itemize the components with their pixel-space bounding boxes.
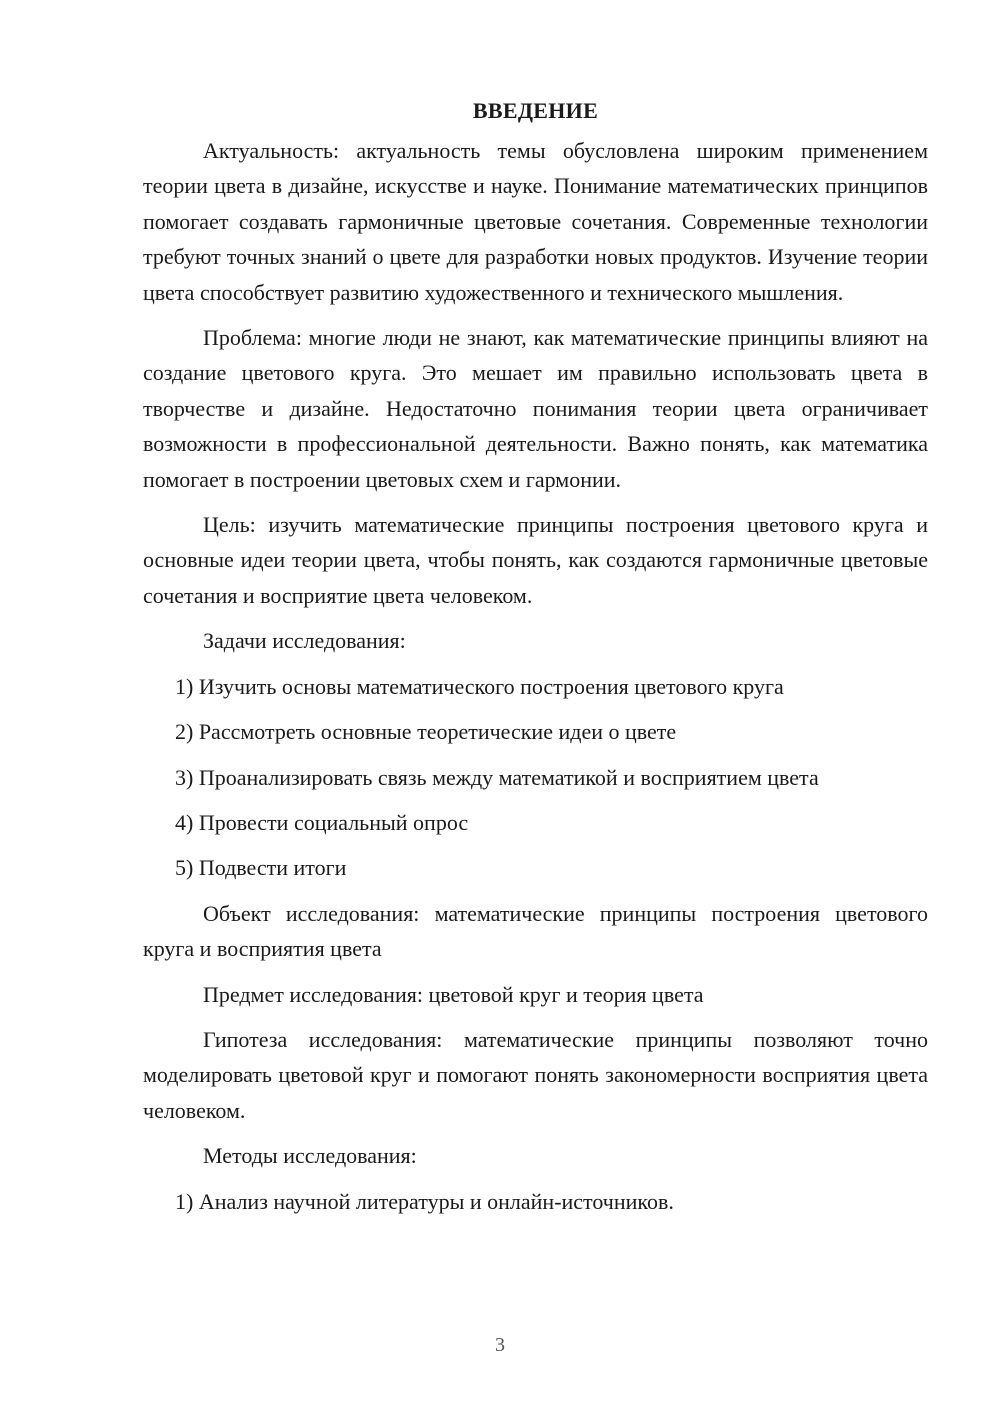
object-paragraph: Объект исследования: математические принципы построения цветового круга и восприятия цвета bbox=[143, 900, 928, 962]
tasks-heading: Задачи исследования: bbox=[203, 628, 406, 654]
page-number: 3 bbox=[495, 1334, 505, 1356]
method-item: 1) Анализ научной литературы и онлайн-источников. bbox=[175, 1188, 674, 1214]
goal-paragraph: Цель: изучить математические принципы построения цветового круга и основные идеи теории цвета, чтобы понять, как создаются гармоничные цветовые сочетания и восприятие цвета человеком. bbox=[143, 512, 928, 608]
problem-paragraph: Проблема: многие люди не знают, как математические принципы влияют на создание цветового круга. Это мешает им правильно использовать цвета в творчестве и дизайне. Недостаточно понимания теории цвета ограничивает возможности в профессиональной деятельности. Важно понять, как математика помогает в построении цветовых схем и гармонии. bbox=[143, 325, 928, 492]
tasks-list bbox=[143, 669, 928, 886]
hypothesis-paragraph: Гипотеза исследования: математические принципы позволяют точно моделировать цветовой круг и помогают понять закономерности восприятия цвета человеком. bbox=[143, 1026, 928, 1123]
document-page bbox=[143, 95, 928, 1229]
methods-list bbox=[143, 1184, 928, 1219]
task-item: 4) Провести социальный опрос bbox=[175, 809, 469, 835]
task-item: 3) Проанализировать связь между математикой и восприятием цвета bbox=[175, 764, 819, 790]
section-title: ВВЕДЕНИЕ bbox=[472, 98, 599, 123]
subject-paragraph: Предмет исследования: цветовой круг и теория цвета bbox=[203, 981, 704, 1007]
relevance-paragraph: Актуальность: актуальность темы обусловлена широким применением теории цвета в дизайне, искусстве и науке. Понимание математических принципов помогает создавать гармоничные цветовые сочетания. Современные технологии требуют точных знаний о цвете для разработки новых продуктов. Изучение теории цвета способствует развитию художественного и технического мышления. bbox=[143, 138, 928, 305]
task-item: 2) Рассмотреть основные теоретические идеи о цвете bbox=[175, 719, 677, 745]
methods-heading: Методы исследования: bbox=[203, 1143, 417, 1169]
task-item: 1) Изучить основы математического построения цветового круга bbox=[175, 673, 784, 699]
task-item: 5) Подвести итоги bbox=[175, 855, 347, 881]
